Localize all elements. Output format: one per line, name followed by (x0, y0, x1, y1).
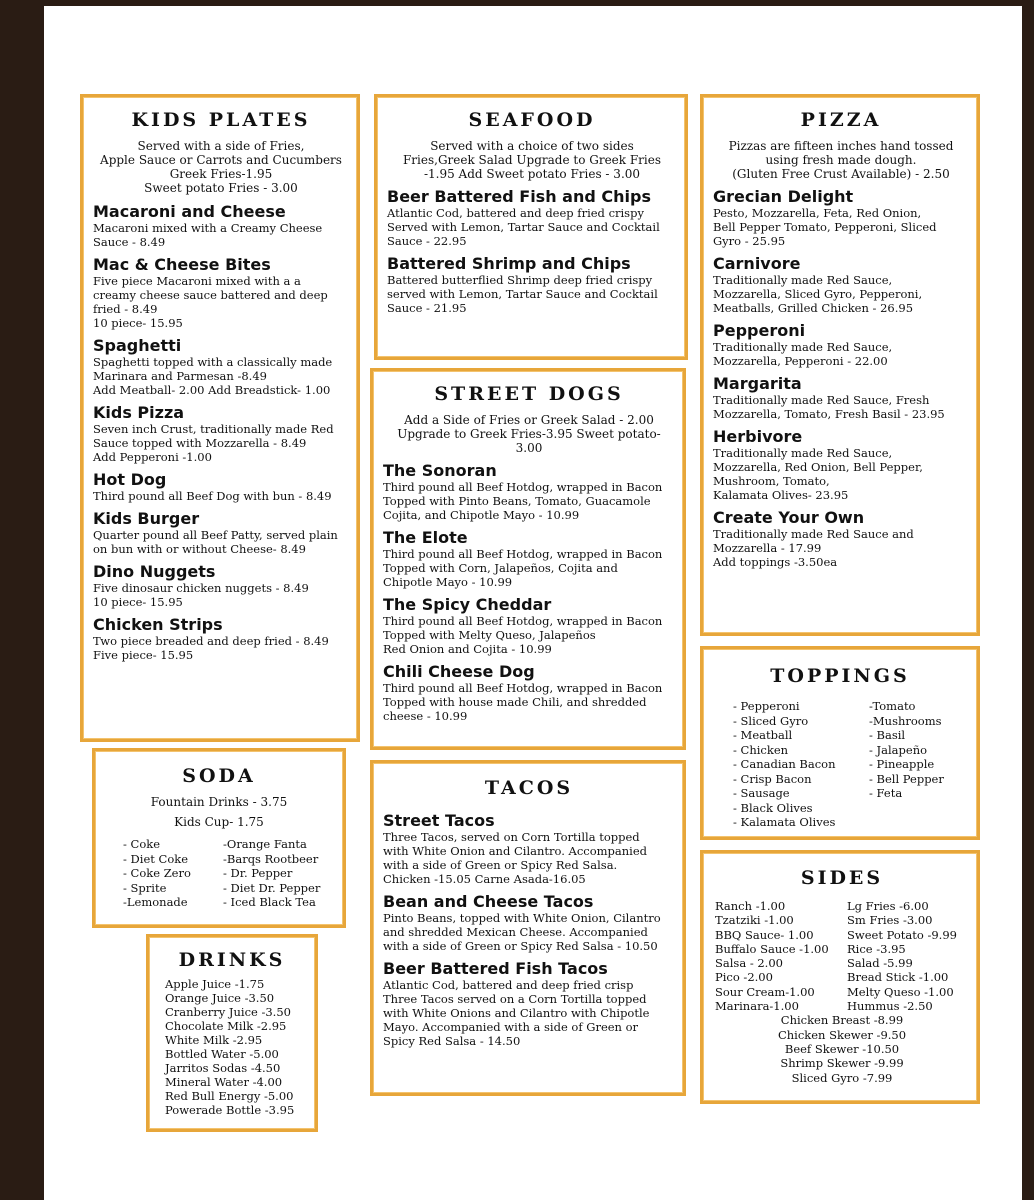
menu-item-description: Five dinosaur chicken nuggets - 8.49 10 piece- 15.95 (93, 581, 309, 609)
menu-item (93, 255, 349, 330)
menu-item-name: Create Your Own (713, 508, 865, 527)
menu-item-description: Traditionally made Red Sauce, Mozzarella, Red Onion, Bell Pepper, Mushroom, Tomato, Kalamata Olives- 23.95 (713, 446, 923, 502)
menu-item-description: Battered butterflied Shrimp deep fried crispy served with Lemon, Tartar Sauce and Cocktail Sauce - 21.95 (387, 273, 658, 315)
section-intro: Served with a choice of two sides Fries,Greek Salad Upgrade to Greek Fries -1.95 Add Sweet potato Fries - 3.00 (402, 139, 662, 181)
section-title: TOPPINGS (770, 665, 910, 687)
menu-item (93, 470, 349, 503)
section-intro: Served with a side of Fries, Apple Sauce or Carrots and Cucumbers Greek Fries-1.95 Sweet potato Fries - 3.00 (100, 139, 342, 195)
menu-item (713, 321, 969, 368)
menu-item (93, 336, 349, 397)
topping-item: -Tomato (869, 699, 916, 713)
section-title: SIDES (800, 867, 884, 889)
soda-item: - Diet Dr. Pepper (223, 880, 321, 895)
side-item: Ranch -1.00 (715, 899, 786, 913)
section-title: PIZZA (800, 109, 882, 131)
menu-item-name: Beer Battered Fish Tacos (383, 959, 608, 978)
topping-item: - Pepperoni (733, 699, 800, 713)
topping-item: - Sausage (733, 786, 790, 800)
side-item: Tzatziki -1.00 (715, 913, 794, 928)
menu-item-name: Macaroni and Cheese (93, 202, 286, 221)
menu-item-description: Pinto Beans, topped with White Onion, Cilantro and shredded Mexican Cheese. Accompanied with a side of Green or Spicy Red Salsa - 10.50 (383, 911, 661, 953)
topping-item: - Basil (869, 728, 906, 742)
side-item: Shrimp Skewer -9.99 (780, 1056, 904, 1071)
menu-item (383, 528, 675, 589)
menu-item-name: Grecian Delight (713, 187, 854, 206)
menu-item-description: Atlantic Cod, battered and deep fried crispy Served with Lemon, Tartar Sauce and Cocktail Sauce - 22.95 (387, 206, 660, 248)
soda-fountain: Fountain Drinks - 3.75 (150, 795, 288, 809)
drink-item: Powerade Bottle -3.95 (165, 1103, 295, 1117)
topping-item: - Black Olives (733, 800, 813, 815)
topping-item: - Canadian Bacon (733, 757, 836, 771)
menu-item-name: Chicken Strips (93, 615, 223, 634)
menu-item-name: Chili Cheese Dog (383, 662, 535, 681)
menu-item-description: Three Tacos, served on Corn Tortilla topped with White Onion and Cilantro. Accompanied with a side of Green or Spicy Red Salsa. Chicken -15.05 Carne Asada-16.05 (383, 830, 648, 886)
menu-item (383, 892, 675, 953)
section-title: SODA (182, 765, 256, 787)
menu-item-description: Traditionally made Red Sauce, Mozzarella, Pepperoni - 22.00 (713, 340, 893, 368)
section-intro: Pizzas are fifteen inches hand tossed using fresh made dough. (Gluten Free Crust Available) - 2.50 (728, 139, 954, 181)
menu-item-name: Herbivore (713, 427, 803, 446)
menu-item (713, 427, 969, 502)
menu-item (93, 509, 349, 556)
toppings-list (733, 699, 969, 830)
soda-kids-cup: Kids Cup- 1.75 (174, 815, 264, 829)
soda-item: -Orange Fanta (223, 837, 307, 851)
section-title: SEAFOOD (468, 109, 596, 131)
menu-item (93, 562, 349, 609)
menu-item-name: Kids Burger (93, 509, 200, 528)
side-item: Rice -3.95 (847, 941, 906, 956)
side-item: Melty Queso -1.00 (847, 984, 954, 999)
menu-item-description: Third pound all Beef Hotdog, wrapped in Bacon Topped with Melty Queso, Jalapeños Red Onion and Cojita - 10.99 (383, 614, 663, 656)
menu-item-description: Third pound all Beef Hotdog, wrapped in Bacon Topped with Pinto Beans, Tomato, Guacamole Cojita, and Chipotle Mayo - 10.99 (383, 480, 663, 522)
side-item: Chicken Skewer -9.50 (777, 1027, 907, 1042)
section-title: TACOS (484, 777, 574, 799)
menu-item-name: The Spicy Cheddar (383, 595, 552, 614)
toppings-section (700, 646, 980, 840)
menu-item-name: Beer Battered Fish and Chips (387, 187, 651, 206)
menu-item-name: Carnivore (713, 254, 801, 273)
soda-item: -Lemonade (123, 895, 188, 909)
menu-item-name: Margarita (713, 374, 802, 393)
menu-item-name: The Sonoran (383, 461, 497, 480)
menu-item-description: Third pound all Beef Hotdog, wrapped in Bacon Topped with house made Chili, and shredded cheese - 10.99 (383, 681, 663, 723)
menu-item-name: Mac & Cheese Bites (93, 255, 271, 274)
menu-item-description: Third pound all Beef Hotdog, wrapped in Bacon Topped with Corn, Jalapeños, Cojita and Chipotle Mayo - 10.99 (383, 547, 663, 589)
menu-item-description: Atlantic Cod, battered and deep fried crisp Three Tacos served on a Corn Tortilla topped with White Onions and Cilantro with Chipotle Mayo. Accompanied with a side of Green or Spicy Red Salsa - 14.50 (383, 978, 650, 1048)
side-item: Salsa - 2.00 (715, 956, 783, 971)
menu-item-name: Spaghetti (93, 336, 182, 355)
side-item: BBQ Sauce- 1.00 (715, 927, 814, 942)
menu-item-name: Battered Shrimp and Chips (387, 254, 631, 273)
kids-plates-section (80, 94, 360, 742)
side-item: Salad -5.99 (847, 956, 913, 971)
side-item: Marinara-1.00 (715, 999, 799, 1014)
drink-item: Mineral Water -4.00 (165, 1075, 283, 1089)
menu-item-description: Macaroni mixed with a Creamy Cheese Sauce - 8.49 (93, 221, 323, 249)
topping-item: - Feta (869, 786, 903, 800)
topping-item: - Meatball (733, 728, 793, 742)
side-item: Sliced Gyro -7.99 (791, 1070, 893, 1085)
section-intro: Add a Side of Fries or Greek Salad - 2.00 Upgrade to Greek Fries-3.95 Sweet potato- 3.00 (397, 413, 661, 455)
menu-item (383, 959, 675, 1048)
menu-item-name: Pepperoni (713, 321, 806, 340)
drink-item: Apple Juice -1.75 (165, 977, 265, 991)
side-item: Chicken Breast -8.99 (780, 1013, 904, 1028)
drink-item: Red Bull Energy -5.00 (165, 1089, 294, 1103)
side-item: Hummus -2.50 (847, 999, 933, 1014)
menu-item (387, 187, 677, 248)
menu-item (93, 202, 349, 249)
side-item: Buffalo Sauce -1.00 (715, 941, 829, 956)
drink-item: Jarritos Sodas -4.50 (165, 1061, 281, 1075)
soda-item: - Diet Coke (123, 851, 189, 866)
menu-item (383, 461, 675, 522)
drink-item: White Milk -2.95 (165, 1033, 263, 1047)
menu-item-description: Pesto, Mozzarella, Feta, Red Onion, Bell Pepper Tomato, Pepperoni, Sliced Gyro - 25.95 (713, 206, 937, 248)
seafood-section (374, 94, 688, 360)
menu-item (387, 254, 677, 315)
section-title: DRINKS (178, 949, 286, 971)
topping-item: - Jalapeño (869, 742, 928, 757)
topping-item: - Crisp Bacon (733, 771, 812, 786)
menu-item-description: Spaghetti topped with a classically made Marinara and Parmesan -8.49 Add Meatball- 2.00 Add Breadstick- 1.00 (93, 355, 333, 397)
drinks-section (146, 934, 318, 1132)
topping-item: - Kalamata Olives (733, 815, 836, 829)
menu-item-description: Third pound all Beef Dog with bun - 8.49 (93, 489, 332, 503)
side-item: Sweet Potato -9.99 (847, 927, 957, 942)
topping-item: - Pineapple (869, 757, 935, 771)
pizza-section (700, 94, 980, 636)
menu-item (383, 595, 675, 656)
side-item: Lg Fries -6.00 (847, 899, 929, 913)
drink-item: Bottled Water -5.00 (165, 1047, 279, 1061)
menu-item-description: Traditionally made Red Sauce and Mozzarella - 17.99 Add toppings -3.50ea (713, 527, 914, 569)
menu-item-description: Traditionally made Red Sauce, Fresh Mozzarella, Tomato, Fresh Basil - 23.95 (713, 393, 945, 421)
menu-item (383, 811, 675, 886)
menu-item-description: Two piece breaded and deep fried - 8.49 Five piece- 15.95 (93, 634, 329, 662)
side-item: Beef Skewer -10.50 (784, 1041, 900, 1056)
section-title: STREET DOGS (434, 383, 624, 405)
menu-item-description: Seven inch Crust, traditionally made Red Sauce topped with Mozzarella - 8.49 Add Pepperoni -1.00 (93, 422, 334, 464)
soda-section (92, 748, 346, 928)
soda-list (123, 837, 333, 910)
side-item: Bread Stick -1.00 (847, 970, 949, 985)
menu-item-name: Street Tacos (383, 811, 495, 830)
street-dogs-section (370, 368, 686, 750)
tacos-section (370, 760, 686, 1096)
soda-item: - Sprite (123, 880, 167, 895)
side-item: Sm Fries -3.00 (847, 913, 933, 928)
soda-item: - Coke (123, 837, 161, 851)
menu-item-name: Bean and Cheese Tacos (383, 892, 594, 911)
drink-item: Orange Juice -3.50 (165, 991, 275, 1005)
menu-item (713, 374, 969, 421)
menu-page (44, 6, 1022, 1200)
menu-item (713, 508, 969, 569)
soda-item: - Iced Black Tea (223, 895, 316, 909)
menu-item (93, 615, 349, 662)
soda-item: -Barqs Rootbeer (223, 851, 319, 866)
menu-item-description: Traditionally made Red Sauce, Mozzarella, Sliced Gyro, Pepperoni, Meatballs, Grilled Chicken - 26.95 (713, 273, 923, 315)
menu-item-name: Hot Dog (93, 470, 167, 489)
topping-item: -Mushrooms (869, 713, 942, 728)
soda-item: - Coke Zero (123, 866, 191, 880)
menu-item-description: Five piece Macaroni mixed with a a creamy cheese sauce battered and deep fried - 8.49 10 piece- 15.95 (93, 274, 328, 330)
side-item: Pico -2.00 (715, 970, 773, 985)
topping-item: - Bell Pepper (869, 771, 944, 786)
menu-item-name: Kids Pizza (93, 403, 185, 422)
menu-item (713, 254, 969, 315)
sides-section (700, 850, 980, 1104)
drink-item: Cranberry Juice -3.50 (165, 1005, 291, 1019)
section-title: KIDS PLATES (131, 109, 311, 131)
menu-item-name: Dino Nuggets (93, 562, 216, 581)
drink-item: Chocolate Milk -2.95 (165, 1019, 287, 1033)
menu-item-name: The Elote (383, 528, 468, 547)
menu-item-description: Quarter pound all Beef Patty, served plain on bun with or without Cheese- 8.49 (93, 528, 338, 556)
topping-item: - Chicken (733, 742, 789, 757)
soda-item: - Dr. Pepper (223, 866, 293, 880)
side-item: Sour Cream-1.00 (715, 984, 815, 999)
menu-item (383, 662, 675, 723)
topping-item: - Sliced Gyro (733, 713, 809, 728)
menu-item (93, 403, 349, 464)
sides-list (715, 899, 969, 1013)
menu-item (713, 187, 969, 248)
